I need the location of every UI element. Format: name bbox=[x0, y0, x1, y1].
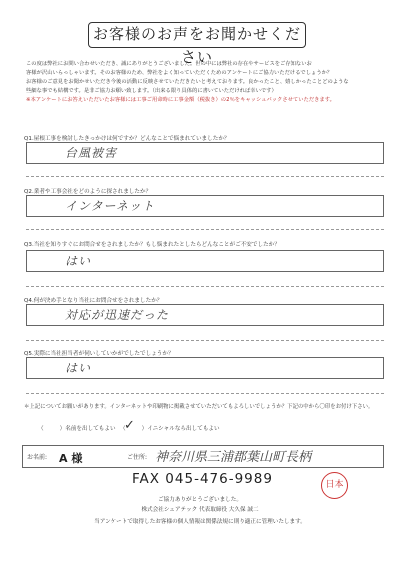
name-label: お名前: bbox=[27, 454, 48, 461]
divider bbox=[26, 286, 384, 287]
question-4-answer-box[interactable] bbox=[26, 304, 384, 326]
question-5-answer: はい bbox=[65, 361, 92, 375]
footer-company: 株式会社シェアテック 代表取締役 大久保 誠二 bbox=[141, 507, 259, 513]
question-2-answer-box[interactable] bbox=[26, 195, 384, 217]
address-label: ご住所: bbox=[127, 454, 148, 461]
customer-address: 神奈川県三浦郡葉山町長柄 bbox=[155, 450, 312, 465]
question-3-label: Q3.当社を知りすぐにお問合せをされましたか？もし悩まれたとしたらどんなことがご不安でしたか？ bbox=[24, 242, 280, 248]
option-initial-ok[interactable] bbox=[120, 424, 220, 432]
intro-line: お客様のご意見をお聞かせいただき今後の活動に反映させていただきたいと考えております。良かったこと、嬉しかったことどのような bbox=[26, 79, 349, 85]
question-1-answer-box[interactable] bbox=[26, 142, 384, 164]
option-name-ok[interactable] bbox=[38, 424, 116, 432]
footer-thanks: ご協力ありがとうございました。 bbox=[158, 497, 242, 503]
option-paren-open: （ bbox=[38, 426, 44, 432]
question-4-answer: 対応が迅速だった bbox=[65, 308, 170, 322]
question-5-answer-box[interactable] bbox=[26, 357, 384, 379]
page-title: お客様のお声をお聞かせください bbox=[88, 22, 306, 48]
question-3-answer: はい bbox=[65, 254, 92, 268]
question-1-answer: 台風被害 bbox=[65, 146, 118, 160]
intro-text bbox=[26, 60, 382, 105]
question-5-label: Q5.実際に当社担当者が伺いしていかがでしたでしょうか？ bbox=[24, 351, 174, 357]
check-mark-icon: ✓ bbox=[124, 418, 135, 433]
option-name-ok-label: 名前を出してもよい bbox=[65, 426, 116, 432]
question-1-label: Q1.屋根工事を検討したきっかけは何ですか？どんなことで悩まれていましたか？ bbox=[24, 136, 230, 142]
divider bbox=[26, 340, 384, 341]
divider bbox=[26, 393, 384, 394]
cashback-note: ※本アンケートにお答えいただいたお客様には工事ご用命時に工事金額（税抜き）の2％をキャッシュバックさせていただきます。 bbox=[26, 97, 335, 103]
publication-request: ＊上記についてお願いがあります。インターネットや印刷物に掲載させていただいてもよろしいでしょうか？下記の中から〇印をお付け下さい。 bbox=[24, 404, 374, 410]
intro-line: 客様が沢山いらっしゃいます。そのお客様のため、弊社をよく知っていただくためのアンケートにご協力いただけるでしょうか？ bbox=[26, 70, 333, 76]
intro-line: この度は弊社にお問い合わせいただき、誠にありがとうございました。世の中には弊社の存在やサービスをご存知ないお bbox=[26, 61, 312, 67]
option-initial-ok-label: イニシャルなら出してもよい bbox=[147, 426, 220, 432]
seal-stamp: 日本 bbox=[321, 472, 348, 499]
option-paren-close: ） bbox=[59, 426, 66, 432]
divider bbox=[26, 176, 384, 177]
footer-privacy: 当アンケートで取得したお客様の個人情報は関係法規に則り適正に管理いたします。 bbox=[94, 519, 306, 525]
customer-info-box bbox=[22, 445, 384, 468]
intro-line: 些細な事でも結構です。是非ご協力お願い致します。（出来る限り具体的に書いていただければ幸いです） bbox=[26, 88, 277, 94]
question-4-label: Q4.何が決め手となり当社にお問合せをされましたか？ bbox=[24, 298, 163, 304]
question-3-answer-box[interactable] bbox=[26, 250, 384, 272]
divider bbox=[26, 229, 384, 230]
question-2-answer: インターネット bbox=[65, 199, 155, 213]
fax-number: FAX 045-476-9989 bbox=[132, 471, 273, 487]
customer-name: A 様 bbox=[59, 452, 83, 465]
option-paren-close: ） bbox=[141, 426, 148, 432]
question-2-label: Q2.業者や工事会社をどのように探されましたか？ bbox=[24, 189, 152, 195]
option-paren-open: （ bbox=[120, 426, 126, 432]
